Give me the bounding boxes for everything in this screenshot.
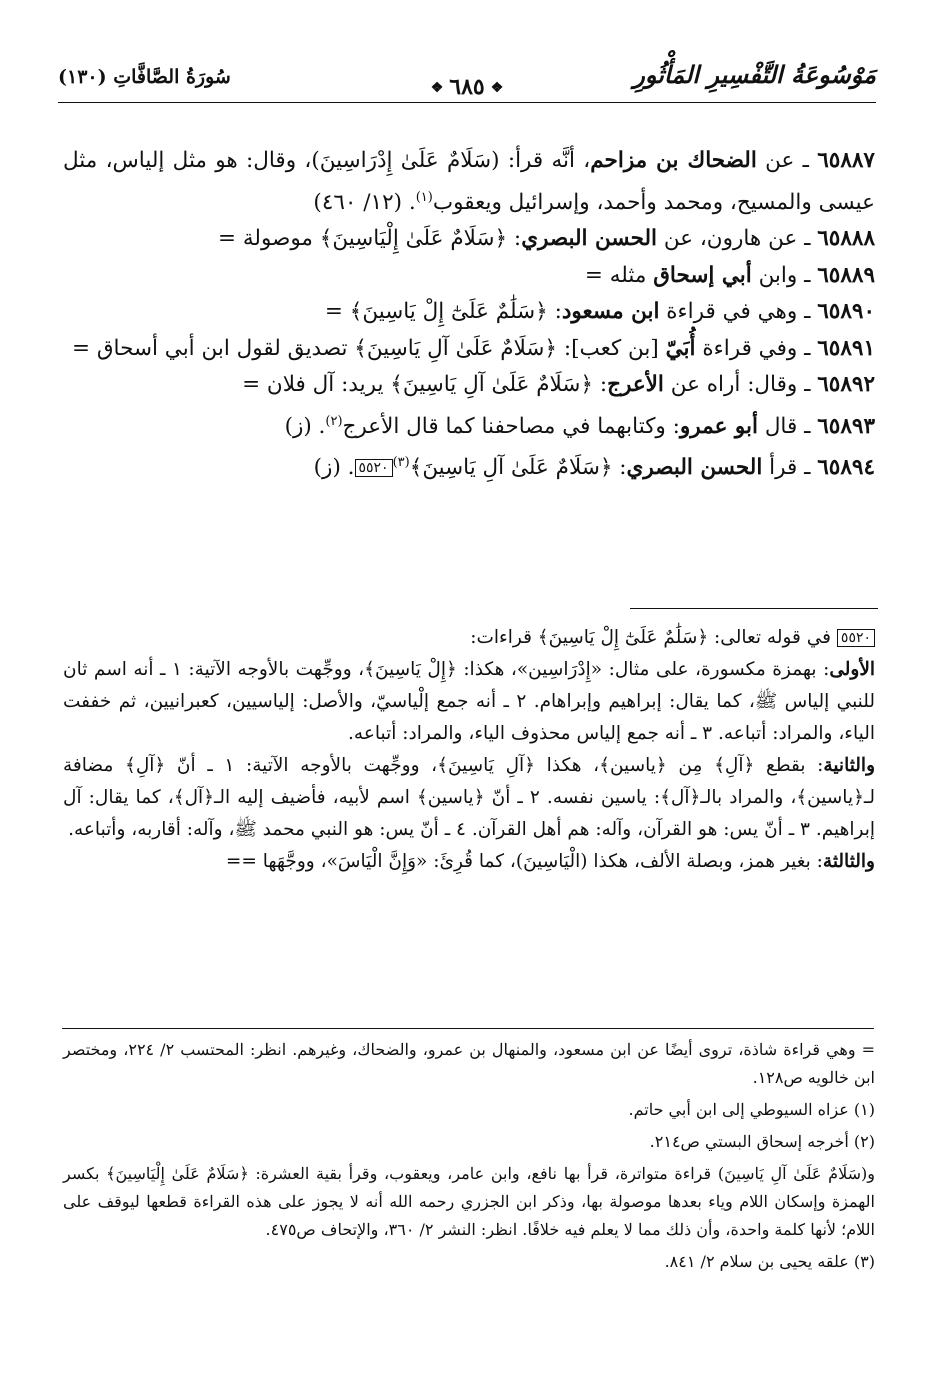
page-number: ٦٨٥ xyxy=(449,74,485,100)
running-header xyxy=(58,60,876,100)
entry-number: ٦٥٨٩١ xyxy=(817,335,875,361)
commentary-box-number: ٥٥٢٠ xyxy=(837,629,875,647)
footnote-ref[interactable]: (١) xyxy=(415,189,433,205)
footnote: و(سَلَامٌ عَلَىٰ آلِ يَاسِينَ) قراءة متواترة، قرأ بها نافع، وابن عامر، ويعقوب، وقرأ بقية العشرة: ﴿سَلَامٌ عَلَىٰ إِلْيَاسِينَ﴾ بكسر الهمزة وإسكان اللام وياء بعدها موصولة بها، وذكر ابن الجزري رحمه الله أنه لا يجوز على هذه القراءة قطعها ليوقف على اللام؛ لأنها كلمة واحدة، وأن ذلك مما لا يعلم فيه خلافًا. انظر: النشر ٢/ ٣٦٠، والإتحاف ص٤٧٥. xyxy=(63,1164,876,1239)
reading-third: والثالثة: بغير همز، وبصلة الألف، هكذا (الْيَاسِينَ)، كما قُرِئَ: «وَإِنَّ الْيَاسَ»، ووجَّهَها == xyxy=(225,851,875,872)
narrator-name: الضحاك بن مزاحم xyxy=(590,148,757,173)
entry-number: ٦٥٨٩٢ xyxy=(817,372,875,398)
footnote: = وهي قراءة شاذة، تروى أيضًا عن ابن مسعود، والمنهال بن عمرو، والضحاك، وغيرهم. انظر: المحتسب ٢/ ٢٢٤، ومختصر ابن خالويه ص١٢٨. xyxy=(63,1040,876,1087)
narrator-name: الأعرج xyxy=(607,372,664,398)
entry: ٦٥٨٩٢ ـ وقال: أراه عن الأعرج: ﴿سَلَامٌ عَلَىٰ آلِ يَاسِينَ﴾ يريد: آل فلان = xyxy=(242,372,875,398)
narrator-name: الحسن البصري xyxy=(521,226,657,252)
entry: ٦٥٨٩٣ ـ قال أبو عمرو: وكتابهما في مصاحفنا كما قال الأعرج$^{(٢)}$. (ز) xyxy=(284,413,875,439)
narrator-name: الحسن البصري xyxy=(626,455,763,481)
footnote-ref[interactable]: (٢) xyxy=(325,413,343,429)
entry-text: ، أنَّه قرأ: (سَلَامٌ عَلَىٰ إِدْرَاسِينَ)، وقال: هو مثل إلياس، مثل عيسى والمسيح، ومحمد وأحمد، وإسرائيل ويعقوب xyxy=(63,148,875,215)
entry: ٦٥٨٨٨ ـ عن هارون، عن الحسن البصري: ﴿سَلَامٌ عَلَىٰ إِلْيَاسِينَ﴾ موصولة = xyxy=(218,226,875,252)
surah-name: سُورَةُ الصَّافَّاتِ xyxy=(113,66,231,88)
reading-label: الأولى xyxy=(829,659,876,680)
surah-label xyxy=(58,66,231,88)
footnote: (٣) علقه يحيى بن سلام ٢/ ٨٤١. xyxy=(664,1252,875,1271)
narrator-name: ابن مسعود xyxy=(561,299,660,325)
entry: ٦٥٨٨٩ ـ وابن أبي إسحاق مثله = xyxy=(584,262,875,288)
narrator-name: أُبَيّ xyxy=(665,335,696,361)
entry-number: ٦٥٨٨٨ xyxy=(817,226,875,252)
verse-number: (١٣٠) xyxy=(58,66,107,88)
reading-label: والثانية xyxy=(823,755,876,776)
entry-text: : ﴿سَلَامٌ عَلَىٰ آلِ يَاسِينَ﴾ يريد: آل فلان = xyxy=(242,372,608,398)
entry: ٦٥٨٨٧ ـ عن الضحاك بن مزاحم، أنَّه قرأ: (سَلَامٌ عَلَىٰ إِدْرَاسِينَ)، وقال: هو مثل إلياس، مثل عيسى والمسيح، ومحمد وأحمد، وإسرائيل ويعقوب$^{(١)}$. (١٢/ ٤٦٠) xyxy=(63,148,875,215)
entry-text: : ﴿سَلَامٌ عَلَىٰ إِلْيَاسِينَ﴾ موصولة = xyxy=(218,226,522,252)
entry-text: : ﴿سَلَامٌ عَلَىٰ آلِ يَاسِينَ﴾ xyxy=(409,455,627,481)
ornament-icon: ❖ xyxy=(490,80,504,96)
reading-first: الأولى: بهمزة مكسورة، على مثال: «إِدْرَاسِين»، هكذا: ﴿إِلْ يَاسِينَ﴾، ووجِّهت بالأوجه الآتية: ١ ـ أنه اسم ثان للنبي إلياس ﷺ، كما يقال: إبراهيم وإبراهام. ٢ ـ أنه جمع إلْياسيّ، والأصل: إلياسيين، كعبرانيين، ثم خففت الياء، والمراد: أتباعه. ٣ ـ أنه جمع إلياس محذوف الياء، والمراد: أتباعه. xyxy=(63,659,876,744)
book-title: مَوْسُوعَةُ التَّفْسِيرِ المَأْثُورِ xyxy=(633,60,876,89)
footnote: (١) عزاه السيوطي إلى ابن أبي حاتم. xyxy=(628,1100,875,1119)
footnote-rule xyxy=(62,1028,874,1029)
narrator-name: أبو عمرو xyxy=(679,413,758,439)
entry-number: ٦٥٨٨٩ xyxy=(817,262,875,288)
entry-number: ٦٥٨٩٣ xyxy=(817,413,875,439)
entry-text: [بن كعب]: ﴿سَلَامٌ عَلَىٰ آلِ يَاسِينَ﴾ تصديق لقول ابن أبي أسحاق = xyxy=(72,335,666,361)
entry-number: ٦٥٨٩٤ xyxy=(817,455,875,481)
editor-commentary xyxy=(63,622,875,878)
narrations xyxy=(63,143,875,487)
commentary-intro: ٥٥٢٠ في قوله تعالى: ﴿سَلَٰمٌ عَلَىٰٓ إِلْ يَاسِينَ﴾ قراءات: xyxy=(63,622,875,654)
narrator-name: أبي إسحاق xyxy=(653,262,752,288)
entry: ٦٥٨٩٠ ـ وهي في قراءة ابن مسعود: ﴿سَلَٰمٌ عَلَىٰٓ إِلْ يَاسِينَ﴾ = xyxy=(324,299,875,325)
footnotes xyxy=(63,1036,875,1276)
reading-label: والثالثة xyxy=(822,851,875,872)
entry: ٦٥٨٩٤ ـ قرأ الحسن البصري: ﴿سَلَامٌ عَلَىٰ آلِ يَاسِينَ﴾$^{(٣)}$٥٥٢٠. (ز) xyxy=(313,455,875,481)
entry: ٦٥٨٩١ ـ وفي قراءة أُبَيّ [بن كعب]: ﴿سَلَامٌ عَلَىٰ آلِ يَاسِينَ﴾ تصديق لقول ابن أبي أسحاق = xyxy=(72,335,875,361)
footnote-ref[interactable]: (٣) xyxy=(392,455,410,471)
footnote: (٢) أخرجه إسحاق البستي ص٢١٤. xyxy=(649,1132,875,1151)
reading-second: والثانية: بقطع ﴿آلِ﴾ مِن ﴿ياسين﴾، هكذا ﴿آلِ يَاسِينَ﴾، ووجِّهت بالأوجه الآتية: ١ ـ أنّ ﴿آلِ﴾ مضافة لـ﴿ياسين﴾، والمراد بالـ﴿آل﴾: ياسين نفسه. ٢ ـ أنّ ﴿ياسين﴾ اسم لأبيه، فأضيف إليه الـ﴿آل﴾، كما يقال: آل إبراهيم. ٣ ـ أنّ يس: هو القرآن، وآله: هم أهل القرآن. ٤ ـ أنّ يس: هو النبي محمد ﷺ، وآله: أقاربه، وأتباعه. xyxy=(63,755,876,840)
entry-number: ٦٥٨٨٧ xyxy=(817,148,875,173)
commentary-ref-box[interactable]: ٥٥٢٠ xyxy=(355,459,393,477)
section-separator xyxy=(630,608,878,609)
entry-text: : ﴿سَلَٰمٌ عَلَىٰٓ إِلْ يَاسِينَ﴾ = xyxy=(324,299,562,325)
header-rule xyxy=(58,102,876,103)
entry-number: ٦٥٨٩٠ xyxy=(817,299,875,325)
ornament-icon: ❖ xyxy=(430,80,444,96)
entry-text: : وكتابهما في مصاحفنا كما قال الأعرج xyxy=(342,413,680,439)
entry-text: مثله = xyxy=(584,262,654,288)
